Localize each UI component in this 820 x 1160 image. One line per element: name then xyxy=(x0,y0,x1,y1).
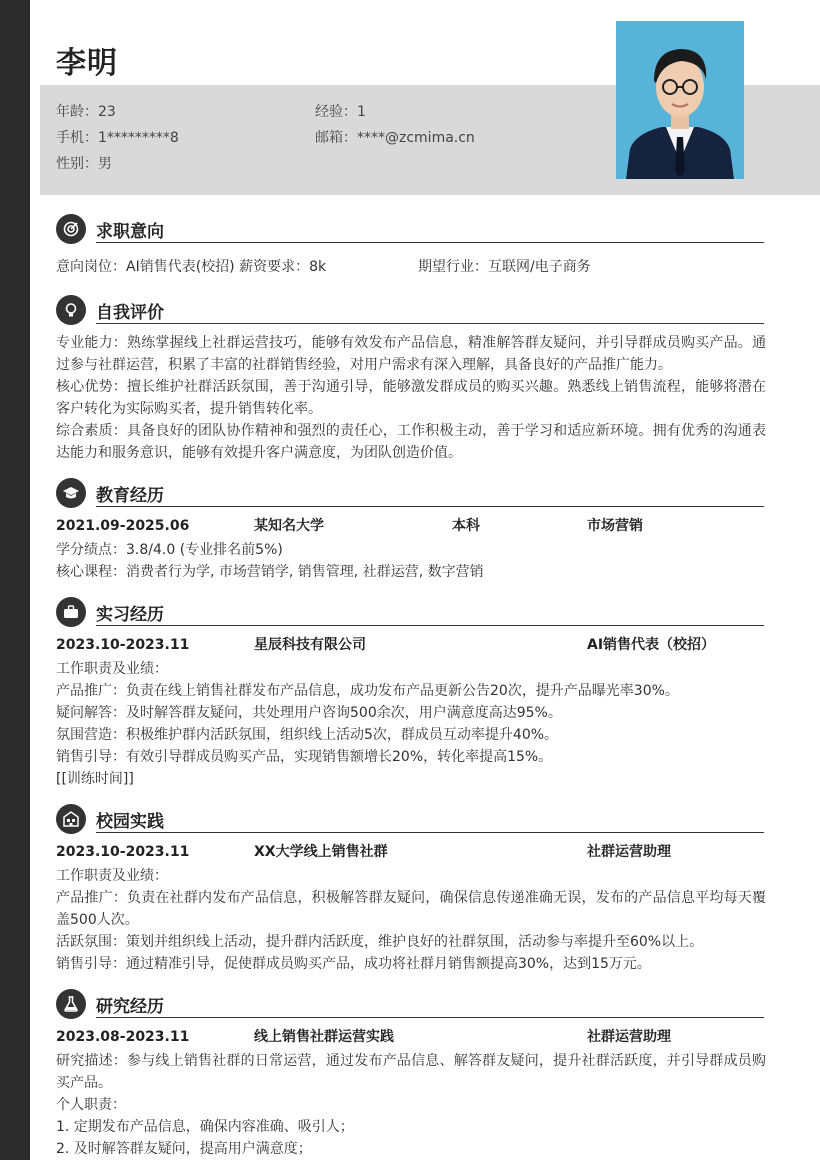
research-desc: 研究描述：参与线上销售社群的日常运营，通过发布产品信息、解答群友疑问，提升社群活跃度，并引导群成员购买产品。 xyxy=(56,1053,766,1091)
section-divider xyxy=(96,625,764,626)
research-duty-2: 2. 及时解答群友疑问，提高用户满意度； xyxy=(56,1141,312,1157)
building-icon xyxy=(56,804,86,834)
research-project: 线上销售社群运营实践 xyxy=(254,1029,394,1045)
section-research xyxy=(56,989,764,1019)
education-degree: 本科 xyxy=(452,518,480,534)
graduation-cap-icon xyxy=(56,478,86,508)
section-job-intent xyxy=(56,214,764,244)
profile-photo xyxy=(616,21,744,179)
section-divider xyxy=(96,1017,764,1018)
research-duty-1: 1. 定期发布产品信息，确保内容准确、吸引人； xyxy=(56,1119,354,1135)
section-self-eval xyxy=(56,295,764,325)
flask-icon xyxy=(56,989,86,1019)
section-title: 自我评价 xyxy=(96,303,164,323)
experience-field: 经验：1 xyxy=(315,104,366,120)
campus-org: XX大学线上销售社群 xyxy=(254,844,388,860)
internship-line: 产品推广：负责在线上销售社群发布产品信息，成功发布产品更新公告20次，提升产品曝光率30%。 xyxy=(56,683,679,699)
section-campus xyxy=(56,804,764,834)
section-divider xyxy=(96,323,764,324)
internship-line: 工作职责及业绩： xyxy=(56,661,168,677)
candidate-name: 李明 xyxy=(56,46,118,81)
section-divider xyxy=(96,832,764,833)
campus-role: 社群运营助理 xyxy=(587,844,671,860)
phone-field: 手机：1*********8 xyxy=(56,130,179,146)
research-role: 社群运营助理 xyxy=(587,1029,671,1045)
section-title: 实习经历 xyxy=(96,605,164,625)
internship-role: AI销售代表（校招） xyxy=(587,637,716,653)
internship-line: 疑问解答：及时解答群友疑问，共处理用户咨询500余次，用户满意度高达95%。 xyxy=(56,705,562,721)
campus-duty-title: 工作职责及业绩： xyxy=(56,868,168,884)
campus-atmosphere: 活跃氛围：策划并组织线上活动，提升群内活跃度，维护良好的社群氛围，活动参与率提升至60%以上。 xyxy=(56,934,704,950)
education-period: 2021.09-2025.06 xyxy=(56,518,190,534)
left-sidebar-stripe xyxy=(0,0,30,1160)
self-eval-strength: 核心优势：擅长维护社群活跃氛围，善于沟通引导，能够激发群成员的购买兴趣。熟悉线上销售流程，能够将潜在客户转化为实际购买者，提升销售转化率。 xyxy=(56,379,766,417)
section-title: 校园实践 xyxy=(96,812,164,832)
section-internship xyxy=(56,597,764,627)
research-duty-title: 个人职责： xyxy=(56,1097,126,1113)
internship-period: 2023.10-2023.11 xyxy=(56,637,190,653)
campus-promo: 产品推广：负责在社群内发布产品信息，积极解答群友疑问，确保信息传递准确无误，发布的产品信息平均每天覆盖500人次。 xyxy=(56,890,766,928)
briefcase-icon xyxy=(56,597,86,627)
lightbulb-icon xyxy=(56,295,86,325)
campus-sales: 销售引导：通过精准引导，促使群成员购买产品，成功将社群月销售额提高30%，达到15万元。 xyxy=(56,956,651,972)
internship-company: 星辰科技有限公司 xyxy=(254,637,366,653)
education-major: 市场营销 xyxy=(587,518,643,534)
section-divider xyxy=(96,506,764,507)
education-gpa: 学分绩点：3.8/4.0 (专业排名前5%) xyxy=(56,542,283,558)
gender-field: 性别：男 xyxy=(56,156,112,172)
self-eval-quality: 综合素质：具备良好的团队协作精神和强烈的责任心，工作积极主动，善于学习和适应新环境。拥有优秀的沟通表达能力和服务意识，能够有效提升客户满意度，为团队创造价值。 xyxy=(56,423,766,461)
internship-line: 销售引导：有效引导群成员购买产品，实现销售额增长20%，转化率提高15%。 xyxy=(56,749,553,765)
internship-line: 氛围营造：积极维护群内活跃氛围，组织线上活动5次，群成员互动率提升40%。 xyxy=(56,727,559,743)
age-field: 年龄：23 xyxy=(56,104,116,120)
job-industry: 期望行业：互联网/电子商务 xyxy=(418,259,591,275)
section-title: 教育经历 xyxy=(96,486,164,506)
email-field: 邮箱：****@zcmima.cn xyxy=(315,130,475,146)
internship-line: [[训练时间]] xyxy=(56,771,134,787)
section-education xyxy=(56,478,764,508)
section-divider xyxy=(96,242,764,243)
target-icon xyxy=(56,214,86,244)
self-eval-professional: 专业能力：熟练掌握线上社群运营技巧，能够有效发布产品信息，精准解答群友疑问，并引导群成员购买产品。通过参与社群运营，积累了丰富的社群销售经验，对用户需求有深入理解，具备良好的产品推广能力。 xyxy=(56,335,766,373)
education-courses: 核心课程：消费者行为学, 市场营销学, 销售管理, 社群运营, 数字营销 xyxy=(56,564,484,580)
campus-period: 2023.10-2023.11 xyxy=(56,844,190,860)
job-position: 意向岗位：AI销售代表(校招) 薪资要求：8k xyxy=(56,259,327,275)
section-title: 研究经历 xyxy=(96,997,164,1017)
section-title: 求职意向 xyxy=(96,222,164,242)
education-school: 某知名大学 xyxy=(254,518,324,534)
research-period: 2023.08-2023.11 xyxy=(56,1029,190,1045)
